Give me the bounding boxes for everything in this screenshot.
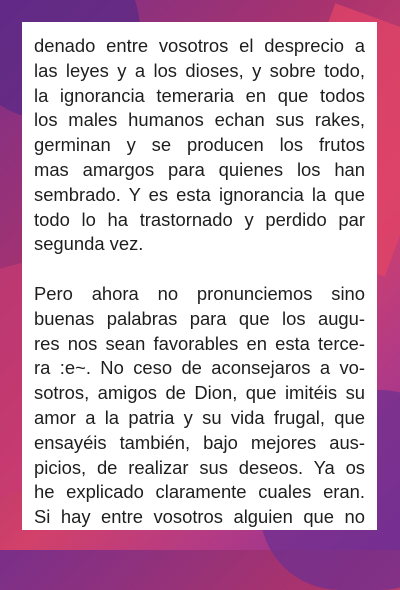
text-line: denado entre vosotros el desprecio a [34,35,365,56]
text-line: amor a la patria y su vida frugal, que [34,406,365,428]
text-line: he explicado claramente cuales eran. [34,481,365,503]
paragraph-2 [34,282,365,530]
text-line: la ignorancia temeraria en que todos [34,84,365,106]
text-line: ensayéis también, bajo mejores aus- [34,431,365,453]
text-line: res nos sean favorables en esta terce- [34,332,365,354]
text-line: sembrado. Y es esta ignorancia la que [34,183,365,205]
text-line: todo lo ha trastornado y perdido par [34,208,365,230]
text-line: ra :e~. No ceso de aconsejaros a vo- [34,357,365,379]
paragraph-1 [34,34,365,257]
text-line: germinan y se producen los frutos [34,134,365,156]
text-line: sotros, amigos de Dion, que imitéis su [34,382,365,404]
text-line: Si hay entre vosotros alguien que no [34,506,365,528]
text-page [22,22,377,530]
text-line: segunda vez. [34,233,144,255]
text-line: picios, de realizar sus deseos. Ya os [34,456,365,478]
text-line: los males humanos echan sus rakes, [34,109,365,131]
text-line: mas amargos para quienes los han [34,158,365,180]
paragraph-gap [34,257,365,282]
text-line: las leyes y a los dioses, y sobre todo, [34,59,365,81]
text-line: buenas palabras para que los augu- [34,307,365,329]
text-line: Pero ahora no pronunciemos sino [34,282,365,304]
